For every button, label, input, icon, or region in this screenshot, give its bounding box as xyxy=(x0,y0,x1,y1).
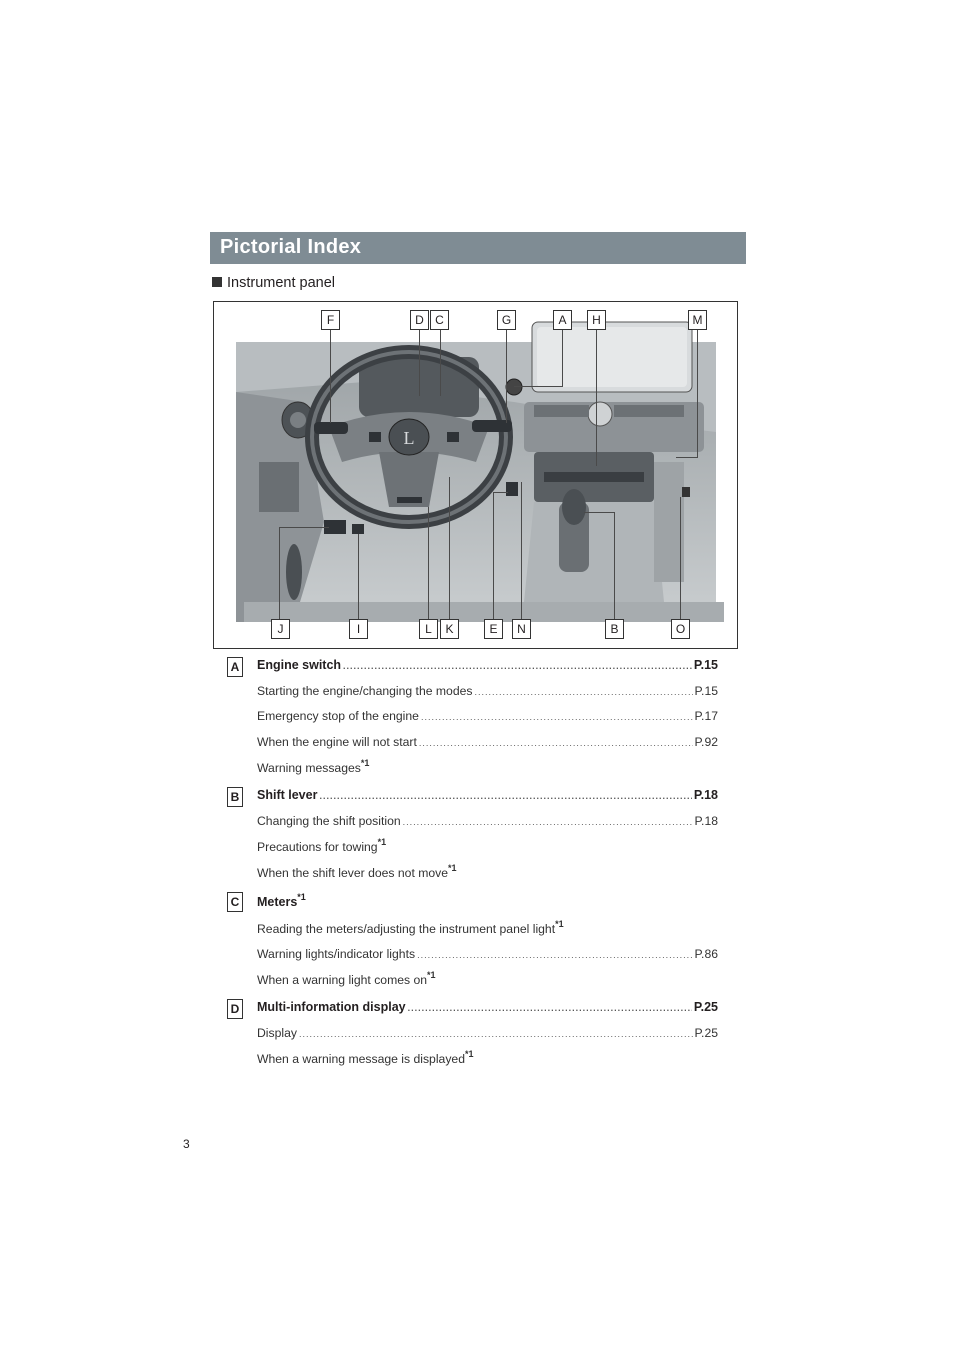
callout-label: I xyxy=(349,619,368,639)
index-subentry[interactable]: When a warning light comes $on^{*1}$ xyxy=(257,970,436,988)
section-marker: B xyxy=(227,787,243,807)
index-entry[interactable]: Multi-information display ..... P.25 xyxy=(257,1000,718,1014)
leader-line xyxy=(521,482,522,619)
square-bullet-icon xyxy=(212,277,222,287)
callout-label: O xyxy=(671,619,690,639)
callout-label: K xyxy=(440,619,459,639)
callout-label: B xyxy=(605,619,624,639)
leader-line xyxy=(358,534,359,619)
leader-line xyxy=(584,512,614,513)
leader-line xyxy=(449,477,450,619)
callout-label: C xyxy=(430,310,449,330)
callout-label: N xyxy=(512,619,531,639)
leader-line xyxy=(614,512,615,619)
leader-line xyxy=(279,527,280,619)
callout-label: H xyxy=(587,310,606,330)
leader-line xyxy=(493,492,494,619)
index-subentry[interactable]: Starting the engine/changing the modes ..... P.15 xyxy=(257,684,718,698)
section-marker: D xyxy=(227,999,243,1019)
index-subentry[interactable]: Display ..... P.25 xyxy=(257,1026,718,1040)
leader-line xyxy=(697,328,698,458)
leader-line xyxy=(279,527,329,528)
page-title: Pictorial Index xyxy=(220,236,362,258)
callout-label: G xyxy=(497,310,516,330)
index-subentry[interactable]: When a warning message is displayed$^{*1}$ xyxy=(257,1049,474,1067)
index-subentry[interactable]: Reading the meters/adjusting the instrument panel light$^{*1}$ xyxy=(257,919,564,937)
index-subentry[interactable]: When the shift lever does not move$^{*1}$ xyxy=(257,863,457,881)
callout-label: M xyxy=(688,310,707,330)
leader-line xyxy=(596,328,597,466)
leader-line xyxy=(428,507,429,619)
leader-line xyxy=(676,457,698,458)
callout-label: F xyxy=(321,310,340,330)
subsection-heading xyxy=(212,275,335,291)
index-subentry[interactable]: Warning messages$^{*1}$ xyxy=(257,758,370,776)
subsection-title: Instrument panel xyxy=(227,275,336,291)
index-entry[interactable]: Engine switch ..... P.15 xyxy=(257,658,718,672)
callout-label: L xyxy=(419,619,438,639)
index-entry[interactable]: Meters$^{*1}$ xyxy=(257,892,306,910)
leader-line xyxy=(506,328,507,423)
index-entry[interactable]: Shift lever ..... P.18 xyxy=(257,788,718,802)
leader-line xyxy=(419,328,420,396)
leader-line xyxy=(680,497,681,619)
index-subentry[interactable]: Emergency stop of the engine ..... P.17 xyxy=(257,709,718,723)
leader-line xyxy=(330,328,331,423)
callout-label: A xyxy=(553,310,572,330)
page-number: 3 xyxy=(183,1137,190,1151)
leader-line xyxy=(493,492,508,493)
index-subentry[interactable]: Warning lights/indicator lights ..... P.86 xyxy=(257,947,718,961)
callout-label: D xyxy=(410,310,429,330)
instrument-panel-illustration xyxy=(213,301,738,649)
emblem-text: L xyxy=(403,428,415,448)
leader-line xyxy=(440,328,441,396)
callout-label: J xyxy=(271,619,290,639)
index-subentry[interactable]: When the engine will not start ..... P.92 xyxy=(257,735,718,749)
section-marker: C xyxy=(227,892,243,912)
leader-line xyxy=(514,386,563,387)
leader-line xyxy=(562,328,563,386)
index-subentry[interactable]: Precautions for towing$^{*1}$ xyxy=(257,837,387,855)
section-banner xyxy=(210,232,746,264)
dashboard-drawing xyxy=(214,302,737,648)
section-marker: A xyxy=(227,657,243,677)
callout-label: E xyxy=(484,619,503,639)
index-subentry[interactable]: Changing the shift position ..... P.18 xyxy=(257,814,718,828)
